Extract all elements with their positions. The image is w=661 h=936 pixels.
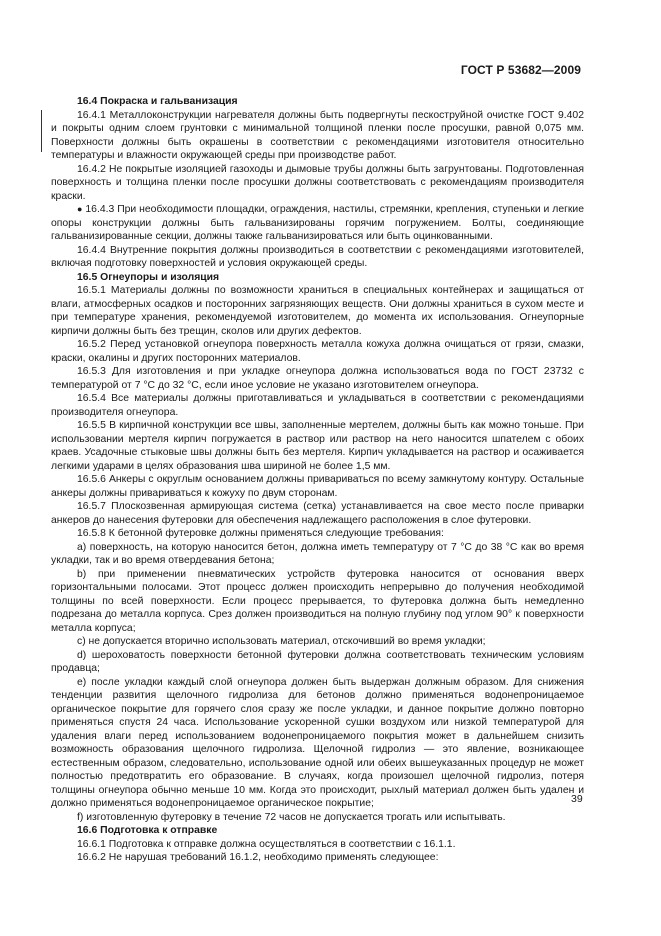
- paragraph: [51, 473, 584, 500]
- paragraph-text: b) при применении пневматических устройств футеровка наносится от основания вверх горизонтальными полосами. Этот процесс должен происходить непрерывно до получения необходимой толщины по всей поверхности. Если процесс прерывается, то футеровка должна быть немедленно подрезана до металла корпуса. Срез должен производиться на полную глубину под углом 90° к поверхности металла корпуса;: [51, 568, 584, 634]
- paragraph-text: d) шероховатость поверхности бетонной футеровки должна соответствовать техническим условиям продавца;: [51, 649, 584, 674]
- paragraph-text: 16.6.2 Не нарушая требований 16.1.2, необходимо применять следующее:: [77, 852, 439, 863]
- paragraph-text: 16.4.3 При необходимости площадки, ограждения, настилы, стремянки, крепления, ступеньки и легкие опоры конструкции должны быть гальванизированы горячим погружением. Болты, соединяющие гальванизированные секции, должны также гальванизироваться или быть оцинкованными.: [51, 204, 585, 242]
- paragraph-text: 16.5 Огнеупоры и изоляция: [77, 271, 220, 283]
- paragraph-text: 16.5.5 В кирпичной конструкции все швы, заполненные мертелем, должны быть как можно тоньше. При использовании мертеля кирпич погружается в раствор или раствор на него наносится шпателем с обоих краев. Усадочные стыковые швы должны быть без мертеля. Кирпич укладывается на раствор и осаживается легкими ударами в целях образования шва шириной не более 1,5 мм.: [51, 420, 584, 472]
- document-id: ГОСТ Р 53682—2009: [460, 63, 581, 77]
- paragraph-text: 16.5.2 Перед установкой огнеупора поверхность металла кожуха должна очищаться от грязи, смазки, краски, окалины и других посторонних материалов.: [51, 339, 584, 364]
- paragraph: [51, 541, 584, 568]
- paragraph: [51, 284, 584, 338]
- section-heading: [51, 95, 584, 109]
- paragraph-text: 16.5.4 Все материалы должны приготавливаться и укладываться в соответствии с рекомендациями производителя огнеупора.: [51, 393, 584, 418]
- paragraph: [51, 338, 584, 365]
- paragraph-text: 16.5.3 Для изготовления и при укладке огнеупора должна использоваться вода по ГОСТ 23732 с температурой от 7 °С до 32 °С, если иное условие не указано изготовителем огнеупора.: [51, 366, 584, 391]
- paragraph-text: 16.5.6 Анкеры с округлым основанием должны привариваться по всему замкнутому контуру. Остальные анкеры должны привариваться к кожуху по двум сторонам.: [51, 474, 584, 499]
- section-heading: [51, 271, 584, 285]
- paragraph: [51, 244, 584, 271]
- paragraph-text: 16.4 Покраска и гальванизация: [77, 96, 238, 107]
- paragraph-text: 16.5.8 К бетонной футеровке должны применяться следующие требования:: [77, 528, 444, 539]
- paragraph-text: 16.6 Подготовка к отправке: [77, 825, 218, 836]
- paragraph: [51, 676, 584, 811]
- paragraph-text: c) не допускается вторично использовать материал, отскочивший во время укладки;: [77, 636, 486, 647]
- paragraph-text: e) после укладки каждый слой огнеупора должен быть выдержан должным образом. Для снижения тенденции развития щелочного гидролиза для бетонов должно применяться водонепроницаемое органическое покрытие для горячего слоя сразу же после укладки, и данное покрытие должно повторно применяться спустя 24 часа. Использование ускоренной сушки воздухом или низкой температурой для удаления влаги перед использованием водонепроницаемого покрытия может в дальнейшем снизить возможность образования щелочного гидролиза. Щелочной гидролиз — это явление, возникающее естественным образом, следовательно, использование одной или обеих вышеуказанных процедур не может полностью предотвратить его образование. В случаях, когда произошел щелочной гидролиз, потеря толщины огнеупора обычно меньше 10 мм. Когда это происходит, рыхлый материал должен быть удален и должно применяться водонепроницаемое органическое покрытие;: [51, 676, 584, 809]
- paragraph: [51, 500, 584, 527]
- change-bar: [41, 110, 42, 152]
- paragraph-text: 16.6.1 Подготовка к отправке должна осуществляться в соответствии с 16.1.1.: [77, 838, 456, 850]
- section-heading: [51, 824, 584, 838]
- paragraph: [51, 365, 584, 392]
- paragraph-text: 16.4.4 Внутренние покрытия должны производиться в соответствии с рекомендациями изготовителей, включая подготовку поверхностей и условия окружающей среды.: [51, 244, 584, 269]
- bullet-icon: ●: [77, 204, 83, 214]
- paragraph: [51, 419, 584, 473]
- paragraph-text: 16.4.1 Металлоконструкции нагревателя должны быть подвергнуты пескоструйной очистке ГОСТ 9.402 и покрыты одним слоем грунтовки с минимальной толщиной пленки после просушки, равной 0,075 мм. Поверхности должны быть окрашены в соответствии с рекомендациями изготовителя относительно температуры и влажности окружающей среды при производстве работ.: [51, 109, 584, 161]
- paragraph: [51, 109, 584, 163]
- paragraph: [51, 649, 584, 676]
- paragraph: [51, 203, 584, 244]
- document-body: [51, 95, 584, 865]
- paragraph-text: a) поверхность, на которую наносится бетон, должна иметь температуру от 7 °С до 38 °С как во время укладки, так и во время отвердевания бетона;: [51, 541, 584, 566]
- paragraph: [51, 163, 584, 204]
- paragraph: [51, 635, 584, 649]
- paragraph-text: 16.5.1 Материалы должны по возможности храниться в специальных контейнерах и защищаться от влаги, атмосферных осадков и посторонних загрязняющих веществ. Они должны храниться в сухом месте и при температуре хранения, рекомендуемой изготовителем, до момента их использования. Огнеупорные кирпичи должны быть без трещин, сколов или других дефектов.: [51, 285, 584, 337]
- paragraph: [51, 838, 584, 852]
- paragraph-text: f) изготовленную футеровку в течение 72 часов не допускается трогать или испытывать.: [77, 811, 506, 823]
- paragraph-text: 16.4.2 Не покрытые изоляцией газоходы и дымовые трубы должны быть загрунтованы. Подготовленная поверхность и толщина пленки после просушки должны соответствовать с рекомендациям производителя краски.: [51, 163, 584, 202]
- paragraph-text: 16.5.7 Плоскозвенная армирующая система (сетка) устанавливается на свое место после приварки анкеров до нанесения футеровки для обеспечения надлежащего расположения в слое футеровки.: [51, 501, 584, 526]
- paragraph: [51, 527, 584, 541]
- paragraph: [51, 568, 584, 636]
- paragraph: [51, 811, 584, 825]
- paragraph: [51, 851, 584, 865]
- page-number: 39: [571, 793, 583, 805]
- paragraph: [51, 392, 584, 419]
